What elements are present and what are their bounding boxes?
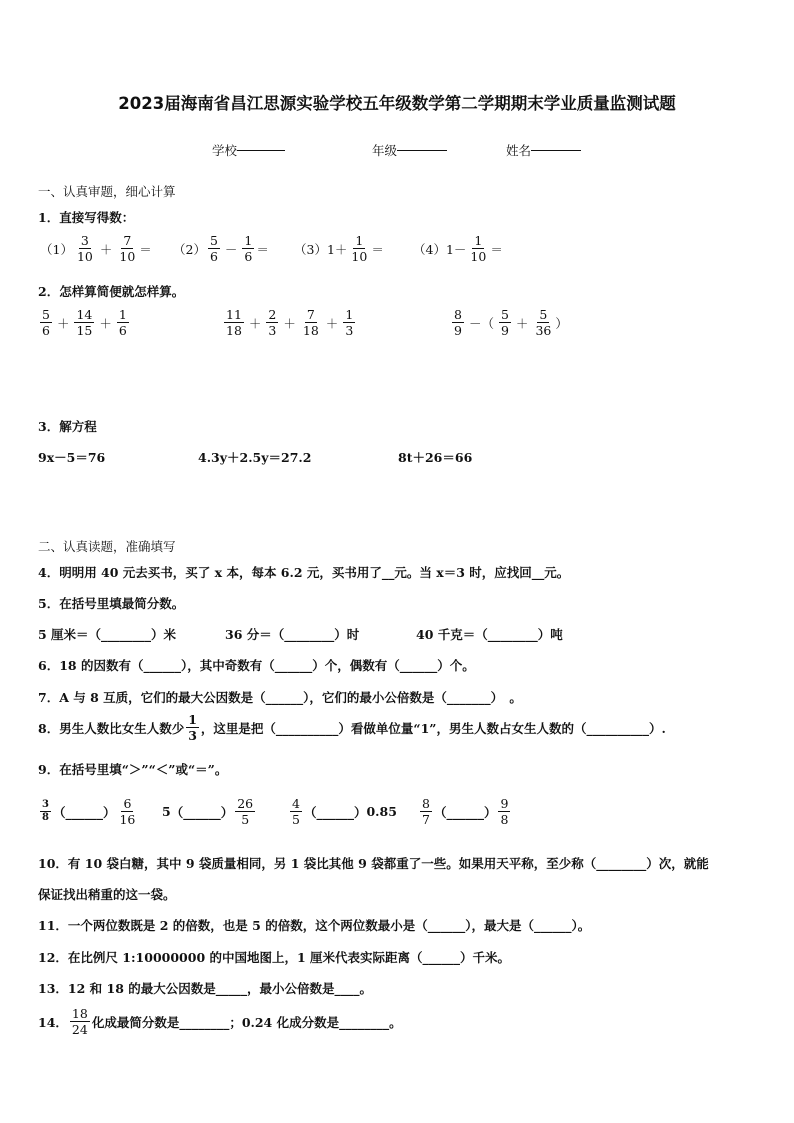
q1-item-tag: （2） [173, 241, 206, 257]
fraction: $\frac{1}{6}$ [118, 307, 127, 339]
question-14 [38, 1007, 402, 1036]
fraction: $\frac{1}{3}$ [345, 307, 354, 339]
fraction: $\frac{14}{15}$ [76, 307, 93, 339]
question-13: 13．12 和 18 的最大公因数是_____，最小公倍数是____。 [38, 981, 372, 996]
fraction: $\frac{5}{6}$ [42, 307, 50, 339]
compare-blank[interactable]: （______） [52, 804, 116, 820]
operator: ＋ [56, 315, 70, 331]
operator: －（ [468, 315, 494, 331]
q2-expression-1 [38, 308, 131, 337]
fraction: $\frac{2}{3}$ [268, 307, 277, 339]
q9-compare-4 [418, 797, 512, 826]
fraction: $\frac{5}{36}$ [535, 307, 552, 339]
section1-heading: 一、认真审题，细心计算 [38, 184, 176, 199]
number: 5 [162, 804, 171, 820]
fraction: $\frac{8}{7}$ [422, 796, 430, 828]
q1-item-tag: （3） [294, 241, 327, 257]
q9-compare-1 [38, 797, 139, 826]
fraction: $\frac{1}{10}$ [351, 233, 368, 265]
question-5-stem: 5．在括号里填最简分数。 [38, 596, 185, 611]
fraction: $\frac{9}{8}$ [500, 796, 509, 828]
q8-text-post: ，这里是把（__________）看做单位量“1”，男生人数占女生人数的（__________）. [200, 720, 666, 736]
question-6: 6．18 的因数有（______），其中奇数有（______）个，偶数有（______）个。 [38, 658, 475, 673]
q8-text-pre: 8．男生人数比女生人数少 [38, 720, 185, 736]
whole-number: 1－ [445, 241, 467, 257]
page-title: 2023届海南省昌江思源实验学校五年级数学第二学期期末学业质量监测试题 [118, 94, 676, 113]
question-10-line-1: 10．有 10 袋白糖，其中 9 袋质量相同，另 1 袋比其他 9 袋都重了一些。如果用天平称，至少称（________）次，就能 [38, 856, 709, 871]
equals: ＝ [371, 241, 384, 257]
fraction: $\frac{1}{10}$ [470, 233, 487, 265]
operator: ＋ [283, 315, 296, 331]
school-label: 学校 [212, 143, 238, 158]
compare-blank[interactable]: （______） [170, 804, 234, 820]
operator: ＋ [99, 315, 112, 331]
question-4: 4．明明用 40 元去买书，买了 x 本，每本 6.2 元，买书用了__元。当 x＝3 时，应找回__元。 [38, 565, 570, 580]
fraction: $\frac{11}{18}$ [226, 307, 242, 339]
fraction: $\frac{7}{10}$ [119, 233, 136, 265]
grade-label: 年级 [372, 143, 398, 158]
q9-compare-2 [162, 797, 257, 826]
fraction: $\frac{8}{9}$ [454, 307, 462, 339]
question-11: 11．一个两位数既是 2 的倍数，也是 5 的倍数，这个两位数最小是（______），最大是（______）。 [38, 918, 591, 933]
school-field[interactable] [212, 141, 285, 159]
name-field[interactable] [506, 141, 581, 159]
q1-item-3 [294, 234, 384, 263]
compare-blank[interactable]: （______） [433, 804, 497, 820]
fraction: $\frac{5}{6}$ [209, 233, 218, 265]
section2-heading: 二、认真读题，准确填写 [38, 539, 176, 554]
equals: ＝ [256, 241, 269, 257]
fraction: $\frac{4}{5}$ [292, 796, 300, 828]
grade-field[interactable] [372, 141, 447, 159]
fraction: $\frac{1}{3}$ [188, 712, 197, 744]
q3-stem: 3．解方程 [38, 419, 97, 434]
question-10-line-2: 保证找出稍重的这一袋。 [38, 887, 176, 902]
fraction: $\frac{6}{16}$ [119, 796, 136, 828]
q14-text-post: 化成最简分数是________；0.24 化成分数是________。 [91, 1014, 402, 1030]
q1-item-4 [413, 234, 503, 263]
q1-stem: 1．直接写得数： [38, 210, 135, 225]
school-blank[interactable] [237, 150, 285, 151]
name-blank[interactable] [531, 150, 581, 151]
question-7: 7．A 与 8 互质，它们的最大公因数是（______），它们的最小公倍数是（_______） 。 [38, 690, 522, 705]
fraction: $\frac{1}{6}$ [244, 233, 253, 265]
fraction: $\frac{5}{9}$ [500, 307, 509, 339]
operator: ＋ [99, 241, 113, 257]
question-5-part-3: 40 千克＝（________）吨 [416, 627, 563, 642]
equation-2: 4.3y＋2.5y＝27.2 [198, 450, 312, 465]
q1-item-tag: （1） [40, 241, 73, 257]
operator: － [224, 241, 238, 257]
q9-compare-3 [288, 797, 397, 826]
q2-stem: 2．怎样算简便就怎样算。 [38, 284, 185, 299]
question-9-stem: 9．在括号里填“＞”“＜”或“＝”。 [38, 762, 228, 777]
grade-blank[interactable] [397, 150, 447, 151]
paren-close: ） [555, 315, 568, 331]
q1-item-2 [173, 234, 269, 263]
fraction: $\frac{26}{5}$ [237, 796, 254, 828]
q14-number: 14． [38, 1014, 68, 1030]
equation-3: 8t＋26＝66 [398, 450, 473, 465]
equals: ＝ [490, 241, 503, 257]
q2-expression-3 [450, 308, 568, 337]
equals: ＝ [139, 241, 152, 257]
fraction: $\frac{18}{24}$ [71, 1006, 88, 1038]
q1-item-tag: （4） [413, 241, 446, 257]
operator: ＋ [515, 315, 529, 331]
question-5-part-2: 36 分＝（________）时 [225, 627, 360, 642]
fraction: $\frac{7}{18}$ [302, 307, 319, 339]
whole-number: 1＋ [326, 241, 348, 257]
question-5-part-1: 5 厘米＝（________）米 [38, 627, 177, 642]
q2-expression-2 [222, 308, 357, 337]
question-8 [38, 713, 666, 742]
operator: ＋ [325, 315, 339, 331]
compare-blank[interactable]: （______） [303, 804, 367, 820]
name-label: 姓名 [506, 143, 532, 158]
equation-1: 9x－5＝76 [38, 450, 106, 465]
question-12: 12．在比例尺 1:10000000 的中国地图上，1 厘米代表实际距离（______）千米。 [38, 950, 511, 965]
fraction: $\frac{3}{10}$ [76, 233, 93, 265]
fraction: $\frac{3}{8}$ [42, 798, 49, 824]
operator: ＋ [248, 315, 262, 331]
number: 0.85 [366, 804, 397, 820]
q1-item-1 [40, 234, 152, 263]
